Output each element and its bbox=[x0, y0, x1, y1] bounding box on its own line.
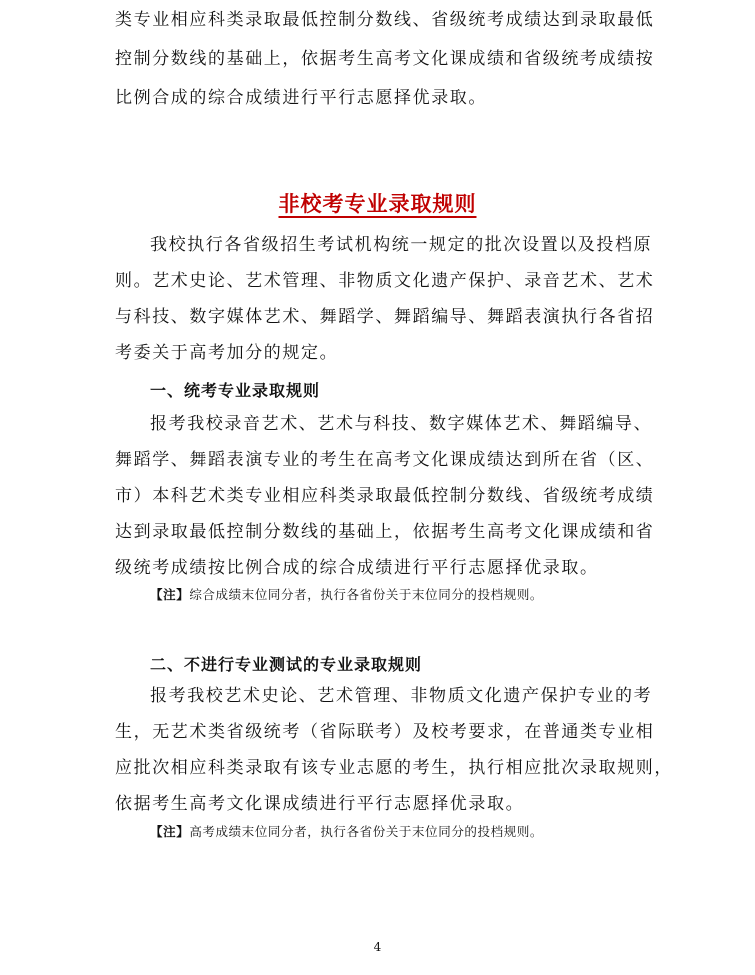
note-text: 综合成绩末位同分者，执行各省份关于末位同分的投档规则。 bbox=[189, 587, 544, 602]
intro-line: 控制分数线的基础上，依据考生高考文化课成绩和省级统考成绩按 bbox=[115, 49, 655, 69]
note-text: 高考成绩末位同分者，执行各省份关于末位同分的投档规则。 bbox=[189, 824, 544, 839]
rule-one-line: 达到录取最低控制分数线的基础上，依据考生高考文化课成绩和省 bbox=[115, 522, 655, 542]
general-line: 考委关于高考加分的规定。 bbox=[115, 343, 339, 363]
rule-one-line: 市）本科艺术类专业相应科类录取最低控制分数线、省级统考成绩 bbox=[115, 486, 655, 506]
intro-line: 比例合成的综合成绩进行平行志愿择优录取。 bbox=[115, 88, 487, 108]
rule-one-heading: 一、统考专业录取规则 bbox=[150, 381, 321, 400]
note-tag: 【注】 bbox=[150, 824, 190, 839]
note-tag: 【注】 bbox=[150, 587, 190, 602]
rule-two-line: 依据考生高考文化课成绩进行平行志愿择优录取。 bbox=[115, 794, 525, 814]
rule-two-line: 报考我校艺术史论、艺术管理、非物质文化遗产保护专业的考 bbox=[150, 686, 653, 706]
rule-two-line: 应批次相应科类录取有该专业志愿的考生，执行相应批次录取规则， bbox=[115, 758, 673, 778]
rule-one-line: 舞蹈学、舞蹈表演专业的考生在高考文化课成绩达到所在省（区、 bbox=[115, 450, 655, 470]
rule-one-line: 级统考成绩按比例合成的综合成绩进行平行志愿择优录取。 bbox=[115, 558, 599, 578]
rule-one-note bbox=[150, 585, 543, 603]
section-title: 非校考专业录取规则 bbox=[278, 192, 477, 216]
general-line: 我校执行各省级招生考试机构统一规定的批次设置以及投档原 bbox=[150, 235, 653, 255]
general-line: 与科技、数字媒体艺术、舞蹈学、舞蹈编导、舞蹈表演执行各省招 bbox=[115, 307, 655, 327]
general-line: 则。艺术史论、艺术管理、非物质文化遗产保护、录音艺术、艺术 bbox=[115, 271, 655, 291]
rule-two-heading: 二、不进行专业测试的专业录取规则 bbox=[150, 655, 423, 674]
page-number: 4 bbox=[373, 940, 382, 954]
rule-one-line: 报考我校录音艺术、艺术与科技、数字媒体艺术、舞蹈编导、 bbox=[150, 414, 653, 434]
rule-two-line: 生，无艺术类省级统考（省际联考）及校考要求，在普通类专业相 bbox=[115, 722, 655, 742]
rule-two-note bbox=[150, 822, 543, 840]
intro-line: 类专业相应科类录取最低控制分数线、省级统考成绩达到录取最低 bbox=[115, 10, 655, 30]
